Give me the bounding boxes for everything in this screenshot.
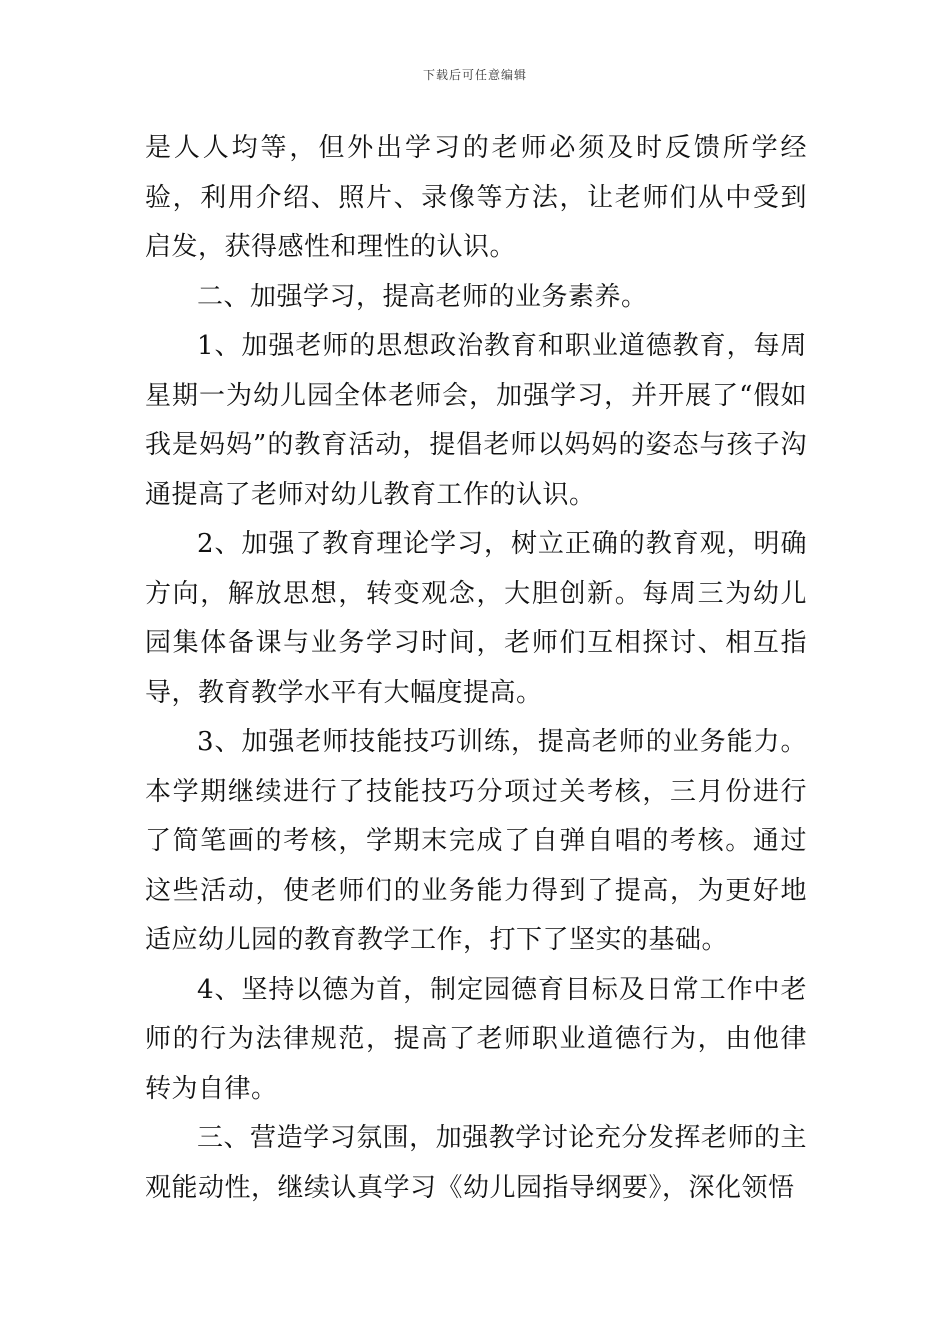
page-header: 下载后可任意编辑 [422, 68, 527, 82]
paragraph-item-3: 3、加强老师技能技巧训练，提高老师的业务能力。本学期继续进行了技能技巧分项过关考核，三月份进行了简笔画的考核，学期末完成了自弹自唱的考核。通过这些活动，使老师们的业务能力得到了提高，为更好地适应幼儿园的教育教学工作，打下了坚实的基础。 [145, 727, 807, 955]
paragraph-item-1: 1、加强老师的思想政治教育和职业道德教育，每周星期一为幼儿园全体老师会，加强学习，并开展了“假如我是妈妈”的教育活动，提倡老师以妈妈的姿态与孩子沟通提高了老师对幼儿教育工作的认识。 [145, 331, 807, 510]
paragraph-continuation: 是人人均等，但外出学习的老师必须及时反馈所学经验，利用介绍、照片、录像等方法，让老师们从中受到启发，获得感性和理性的认识。 [145, 133, 807, 262]
section-heading-2: 二、加强学习，提高老师的业务素养。 [197, 281, 648, 312]
document-body [145, 124, 807, 1213]
paragraph-item-4: 4、坚持以德为首，制定园德育目标及日常工作中老师的行为法律规范，提高了老师职业道德行为，由他律转为自律。 [145, 974, 807, 1104]
paragraph-item-2: 2、加强了教育理论学习，树立正确的教育观，明确方向，解放思想，转变观念，大胆创新。每周三为幼儿园集体备课与业务学习时间，老师们互相探讨、相互指导，教育教学水平有大幅度提高。 [145, 529, 807, 708]
section-heading-3: 三、营造学习氛围，加强教学讨论充分发挥老师的主观能动性，继续认真学习《幼儿园指导纲要》，深化领悟 [145, 1123, 807, 1203]
